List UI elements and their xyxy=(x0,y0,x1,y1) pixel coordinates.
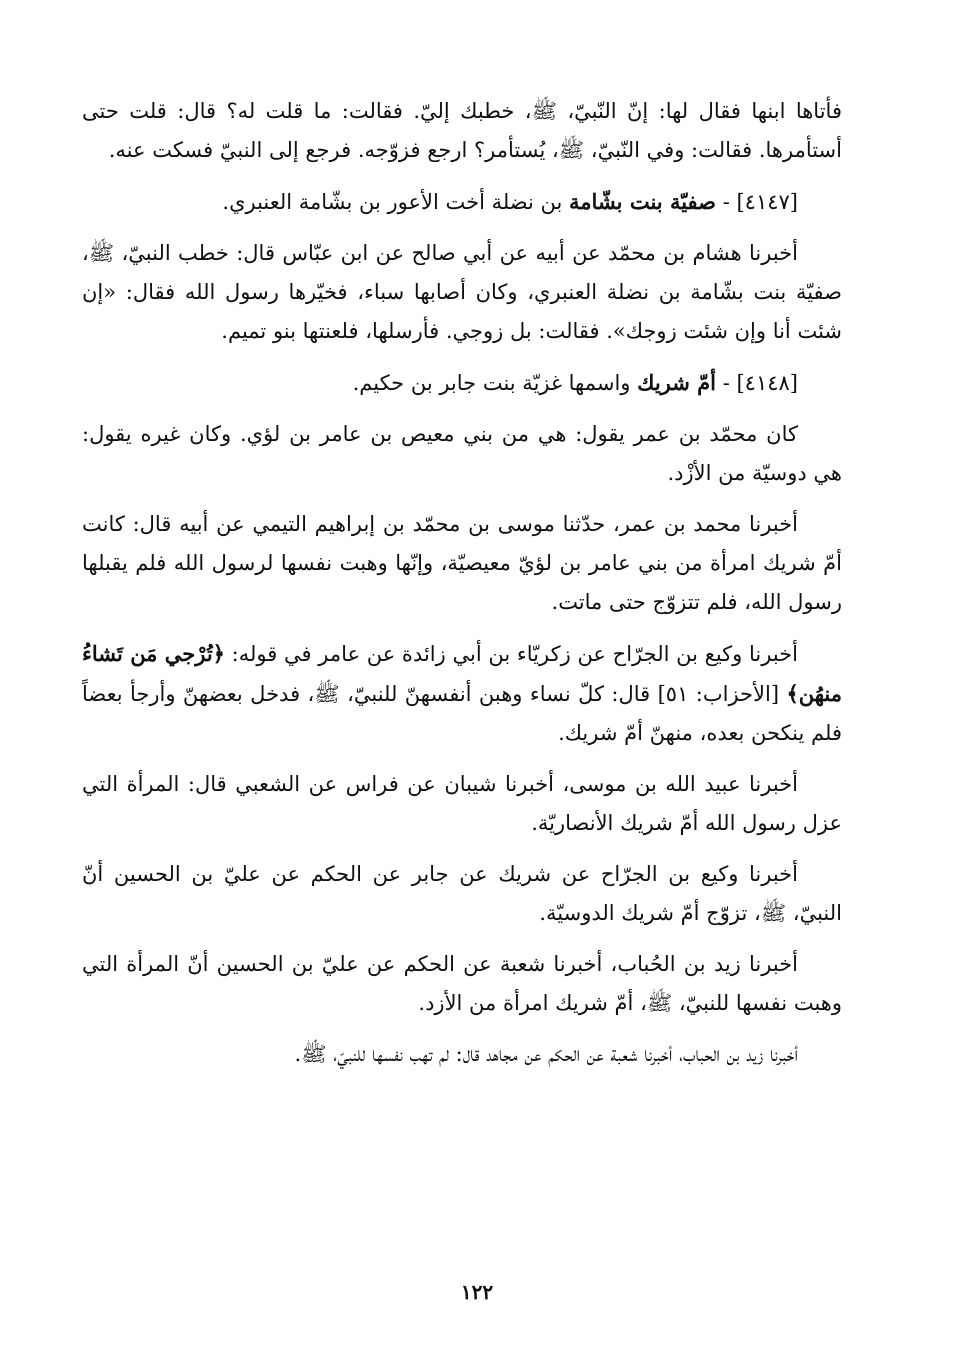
page-number: ١٢٢ xyxy=(460,1280,494,1304)
paragraph-text-after: [الأحزاب: ٥١] قال: كلّ نساء وهبن أنفسهنّ للنبيّ، ﷺ، فدخل بعضهنّ وأرجأ بعضاً فلم ينكحن بعده، منهنّ أمّ شريك. xyxy=(82,682,842,745)
paragraph: أخبرنا محمد بن عمر، حدّثنا موسى بن محمّد بن إبراهيم التيمي عن أبيه قال: كانت أمّ شريك امرأة من بني عامر بن لؤيّ معيصيّة، وإنّها وهبت نفسها لرسول الله فلم يقبلها رسول الله، فلم تتزوّج حتى ماتت. xyxy=(82,512,842,614)
entry-description: واسمها غزيّة بنت جابر بن حكيم. xyxy=(352,371,631,395)
paragraph: أخبرنا هشام بن محمّد عن أبيه عن أبي صالح عن ابن عبّاس قال: خطب النبيّ، ﷺ، صفيّة بنت بشّامة بن نضلة العنبري، وكان أصابها سباء، فخيّرها رسول الله فقال: «إن شئت أنا وإن شئت زوجك». فقالت: بل زوجي. فأرسلها، فلعنتها بنو تميم. xyxy=(82,241,842,343)
paragraph: فأتاها ابنها فقال لها: إنّ النّبيّ، ﷺ، خطبك إليّ. فقالت: ما قلت له؟ قال: قلت حتى أستأمرها. فقالت: وفي النّبيّ، ﷺ، يُستأمر؟ ارجع فزوّجه. فرجع إلى النبيّ فسكت عنه. xyxy=(82,99,842,162)
entry-number: [٤١٤٧] - xyxy=(722,190,798,214)
entry-heading-4147 xyxy=(82,182,842,222)
entry-heading-4148 xyxy=(82,363,842,403)
entry-description: بن نضلة أخت الأعور بن بشّامة العنبري. xyxy=(222,190,563,214)
entry-number: [٤١٤٨] - xyxy=(722,371,798,395)
entry-name: صفيّة بنت بشّامة xyxy=(569,189,717,214)
quran-quote: ﴿تُرْجي مَن تَشاءُ منهُن﴾ xyxy=(82,641,842,706)
paragraph: كان محمّد بن عمر يقول: هي من بني معيص بن عامر بن لؤي. وكان غيره يقول: هي دوسيّة من الأزْد. xyxy=(82,422,842,485)
paragraph: أخبرنا عبيد الله بن موسى، أخبرنا شيبان عن فراس عن الشعبي قال: المرأة التي عزل رسول الله أمّ شريك الأنصاريّة. xyxy=(82,772,842,835)
entry-name: أمّ شريك xyxy=(637,370,717,395)
paragraph: أخبرنا زيد بن الحباب، أخبرنا شعبة عن الحكم عن مجاهد قال: لم تهب نفسها للنبيّ، ﷺ. xyxy=(294,1042,798,1066)
page-body xyxy=(82,92,842,1086)
paragraph-text-before: أخبرنا وكيع بن الجرّاح عن زكريّاء بن أبي زائدة عن عامر في قوله: xyxy=(224,642,798,666)
paragraph: أخبرنا وكيع بن الجرّاح عن شريك عن جابر عن الحكم عن عليّ بن الحسين أنّ النبيّ، ﷺ، تزوّج أمّ شريك الدوسيّة. xyxy=(82,862,842,925)
paragraph-with-quran-quote xyxy=(82,634,842,753)
paragraph: أخبرنا زيد بن الحُباب، أخبرنا شعبة عن الحكم عن عليّ بن الحسين أنّ المرأة التي وهبت نفسها للنبيّ، ﷺ، أمّ شريك امرأة من الأزد. xyxy=(82,952,842,1015)
